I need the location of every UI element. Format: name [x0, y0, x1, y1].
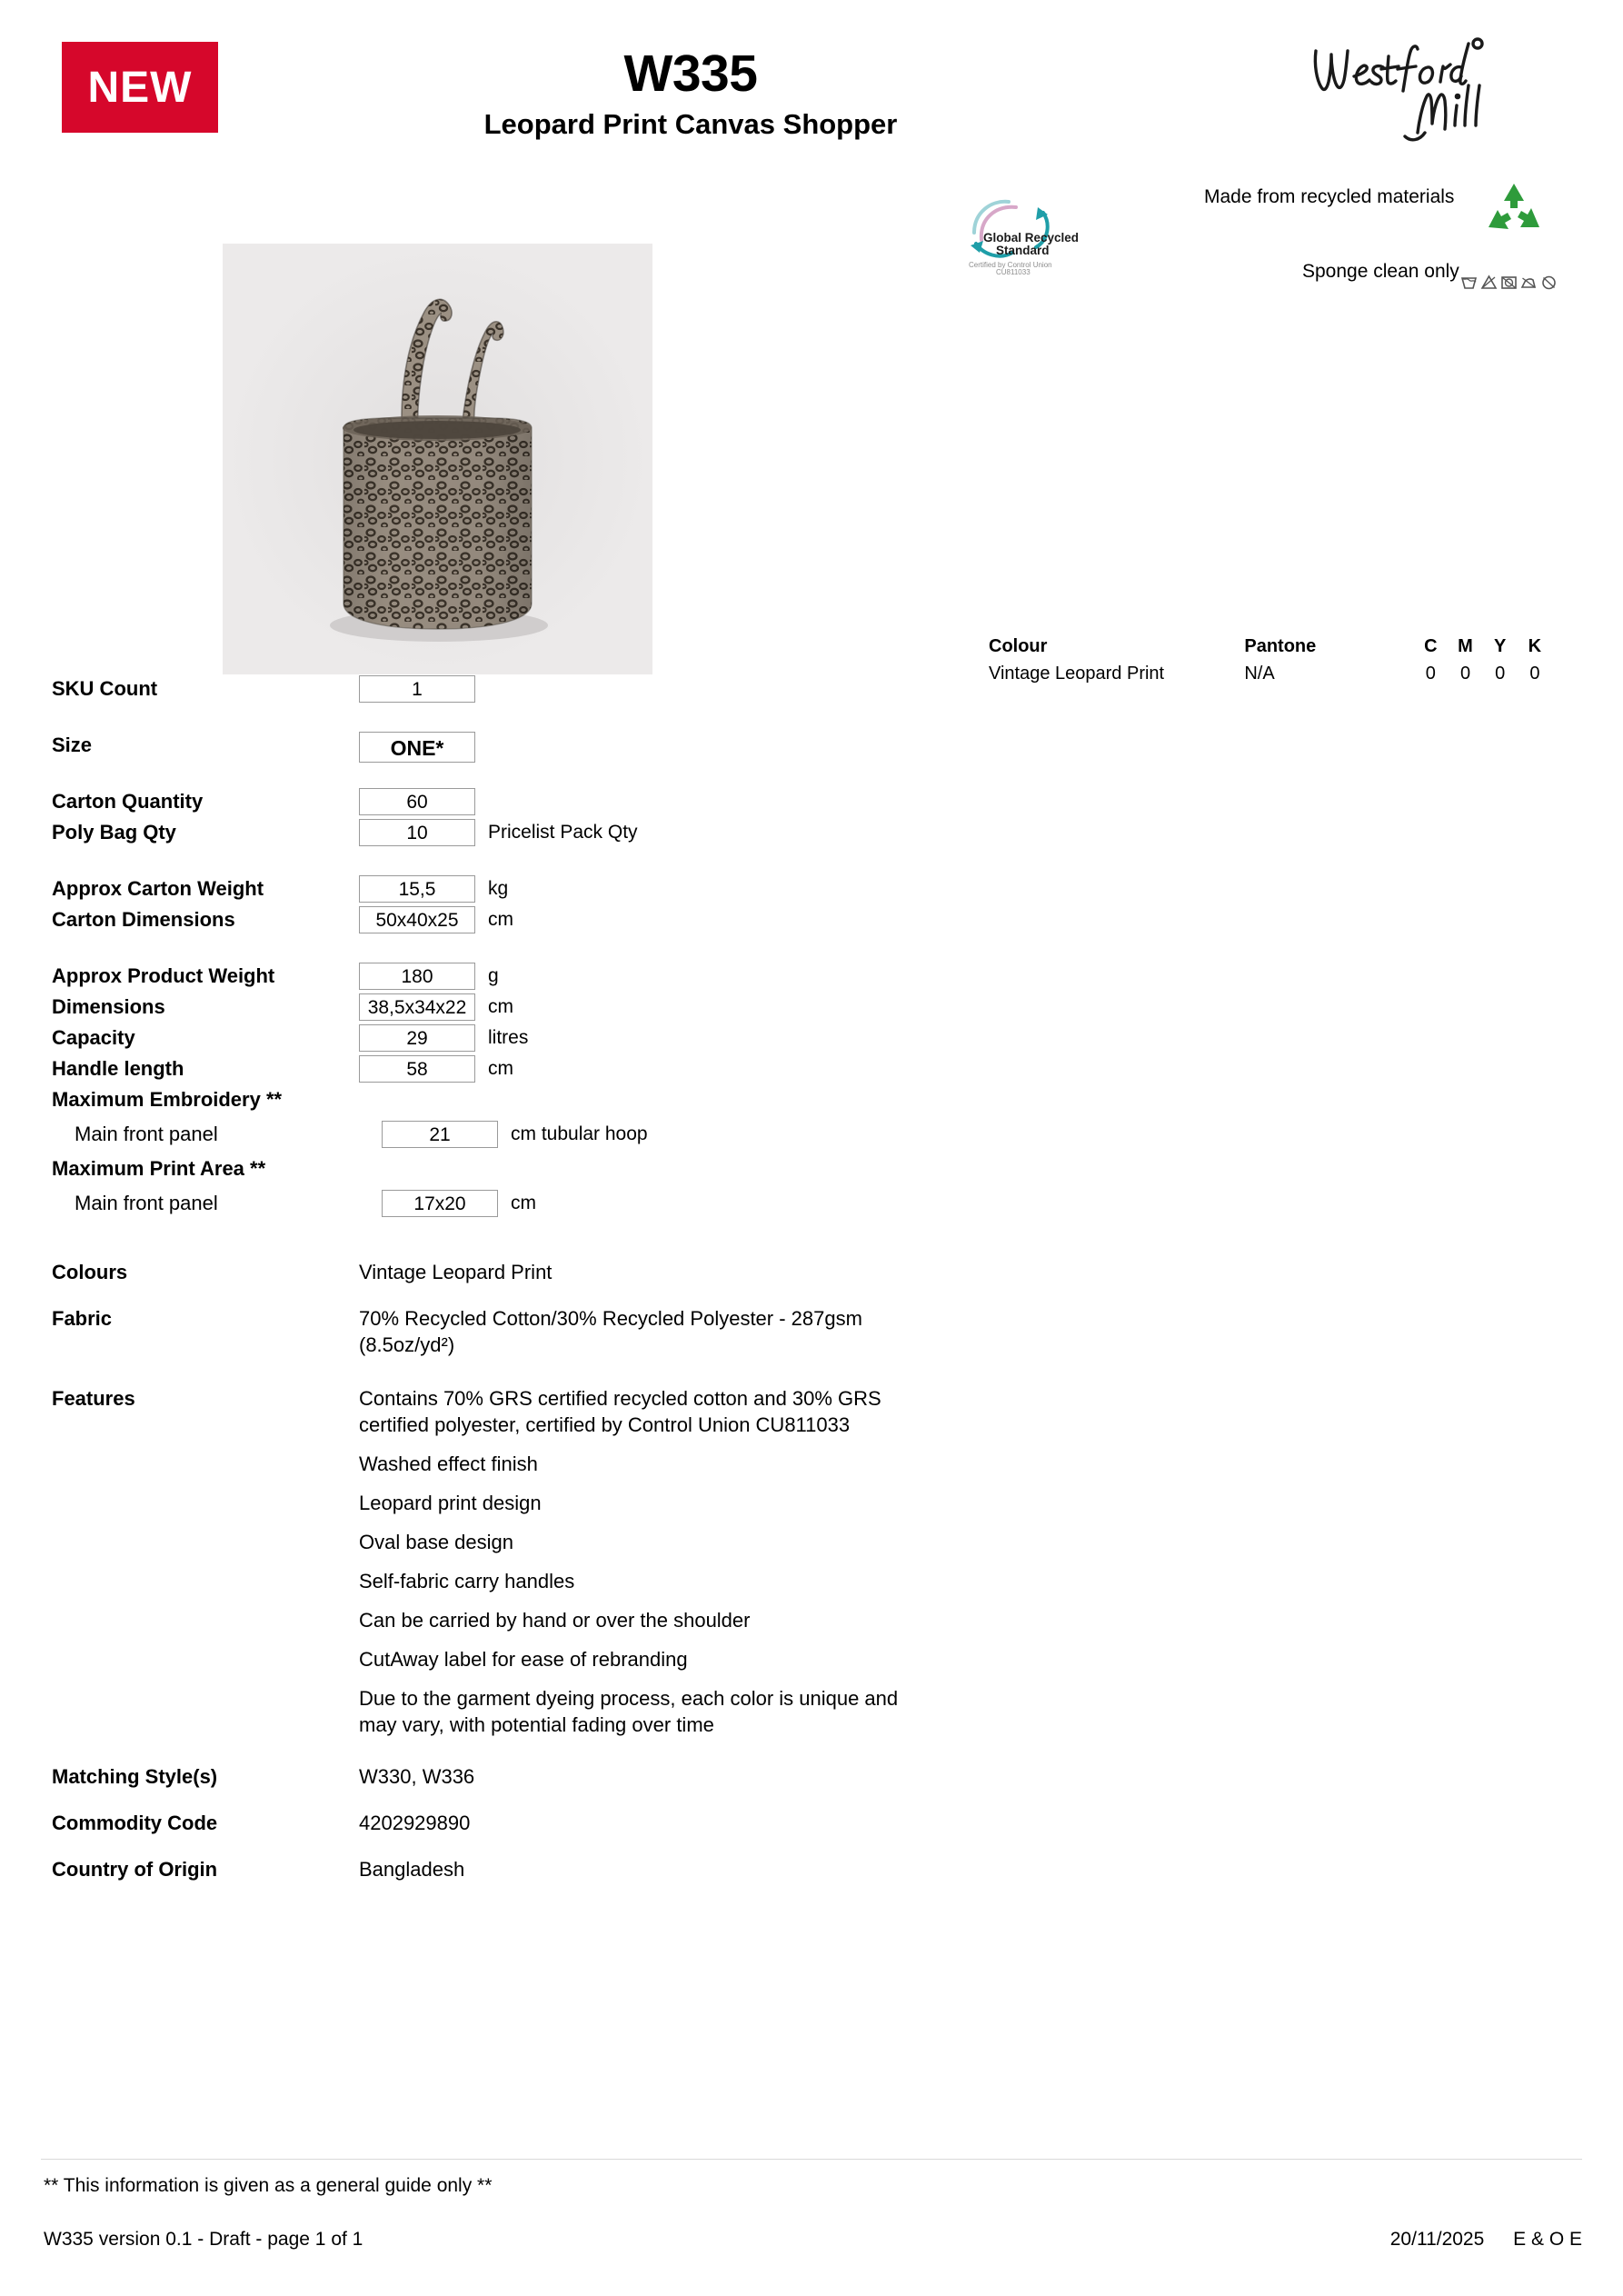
cyan-value: 0: [1425, 664, 1436, 684]
maximum-embroidery-label: Maximum Embroidery **: [52, 1088, 283, 1111]
handle-length-unit: cm: [488, 1058, 513, 1079]
carton-dimensions-value[interactable]: 50x40x25: [359, 906, 475, 933]
list-item: CutAway label for ease of rebranding: [359, 1648, 688, 1671]
sponge-clean-text: Sponge clean only: [1302, 261, 1459, 282]
detail-row-features: [52, 1385, 1051, 1738]
colours-label: Colours: [52, 1261, 128, 1283]
approx-product-weight-value[interactable]: 180: [359, 963, 475, 990]
detail-row-country-of-origin: [52, 1856, 1051, 1882]
sku-count-value[interactable]: 1: [359, 675, 475, 703]
spec-row-dimensions: [52, 993, 1051, 1024]
embroidery-front-panel-unit: cm tubular hoop: [511, 1123, 648, 1144]
yellow-value: 0: [1495, 664, 1506, 684]
care-symbols: [1460, 275, 1558, 290]
spec-row-print-area-front-panel: [52, 1190, 1051, 1221]
poly-bag-qty-label: Poly Bag Qty: [52, 821, 176, 844]
poly-bag-qty-note: Pricelist Pack Qty: [488, 822, 638, 843]
capacity-label: Capacity: [52, 1026, 135, 1049]
spec-row-carton-quantity: [52, 788, 1051, 819]
dimensions-unit: cm: [488, 996, 513, 1017]
grs-line1: Global Recycled: [983, 231, 1080, 245]
sku-count-label: SKU Count: [52, 677, 158, 700]
grs-cert-line2: CU811033: [996, 268, 1031, 276]
country-of-origin-value: Bangladesh: [359, 1858, 465, 1881]
colour-header: Colour: [989, 636, 1048, 656]
print-area-front-panel-value[interactable]: 17x20: [382, 1190, 498, 1217]
carton-dimensions-label: Carton Dimensions: [52, 908, 235, 931]
detail-row-matching-styles: [52, 1763, 1051, 1790]
pantone-header: Pantone: [1244, 636, 1317, 656]
print-area-front-panel-unit: cm: [511, 1193, 536, 1213]
fabric-label: Fabric: [52, 1307, 113, 1330]
magenta-header: M: [1458, 636, 1473, 656]
colour-table-header-row: [989, 636, 1552, 664]
cyan-header: C: [1424, 636, 1438, 656]
recycle-icon: [1481, 180, 1547, 240]
size-label: Size: [52, 734, 93, 756]
spec-row-size: [52, 732, 1051, 763]
spec-row-poly-bag-qty: [52, 819, 1051, 850]
dry-clean-care-icon: [1540, 275, 1558, 290]
global-recycled-standard-logo: [956, 193, 1101, 276]
new-badge-label: NEW: [87, 63, 193, 112]
colours-value: Vintage Leopard Print: [359, 1261, 553, 1283]
iron-care-icon: [1520, 275, 1538, 290]
style-code: W335: [623, 45, 758, 103]
bleach-care-icon: [1480, 275, 1498, 290]
specification-list: [52, 675, 1051, 1882]
colour-table: [989, 636, 1552, 684]
new-badge: [62, 42, 218, 133]
recycled-materials-text: Made from recycled materials: [1204, 186, 1455, 207]
approx-product-weight-unit: g: [488, 965, 499, 986]
approx-carton-weight-value[interactable]: 15,5: [359, 875, 475, 903]
features-list: [359, 1385, 913, 1738]
list-item: Oval base design: [359, 1531, 513, 1553]
grs-cert-line1: Certified by Control Union: [969, 261, 1052, 269]
wash-care-icon: [1460, 275, 1478, 290]
detail-row-fabric: [52, 1305, 1051, 1358]
footer-date: 20/11/2025: [1389, 2229, 1485, 2250]
capacity-unit: litres: [488, 1027, 529, 1048]
list-item: Contains 70% GRS certified recycled cotton and 30% GRS certified polyester, certified by Control Union CU811033: [359, 1387, 881, 1436]
spec-row-handle-length: [52, 1055, 1051, 1086]
yellow-header: Y: [1494, 636, 1507, 656]
colour-name: Vintage Leopard Print: [989, 664, 1165, 684]
country-of-origin-label: Country of Origin: [52, 1858, 218, 1881]
approx-product-weight-label: Approx Product Weight: [52, 964, 275, 987]
print-area-front-panel-label: Main front panel: [75, 1192, 218, 1214]
poly-bag-qty-value[interactable]: 10: [359, 819, 475, 846]
footer-divider: [41, 2159, 1582, 2160]
maximum-print-area-label: Maximum Print Area **: [52, 1157, 266, 1180]
product-photo: [223, 244, 652, 674]
embroidery-front-panel-label: Main front panel: [75, 1123, 218, 1145]
footer-version-info: W335 version 0.1 - Draft - page 1 of 1: [44, 2229, 363, 2250]
pantone-value: N/A: [1244, 664, 1275, 684]
spec-row-approx-carton-weight: [52, 875, 1051, 906]
grs-line2: Standard: [996, 244, 1050, 257]
black-value: 0: [1529, 664, 1540, 684]
size-value[interactable]: ONE*: [359, 732, 475, 763]
dimensions-label: Dimensions: [52, 995, 165, 1018]
spec-row-approx-product-weight: [52, 963, 1051, 993]
embroidery-front-panel-value[interactable]: 21: [382, 1121, 498, 1148]
list-item: Self-fabric carry handles: [359, 1570, 575, 1592]
spec-row-embroidery-front-panel: [52, 1121, 1051, 1152]
tumble-dry-care-icon: [1500, 275, 1518, 290]
magenta-value: 0: [1459, 664, 1471, 684]
style-name: Leopard Print Canvas Shopper: [483, 107, 898, 140]
westford-mill-logo: [1309, 35, 1545, 144]
spec-row-maximum-print-area: [52, 1155, 1051, 1186]
approx-carton-weight-label: Approx Carton Weight: [52, 877, 264, 900]
spec-row-sku-count: [52, 675, 1051, 706]
matching-styles-label: Matching Style(s): [52, 1765, 218, 1788]
fabric-value: 70% Recycled Cotton/30% Recycled Polyester - 287gsm (8.5oz/yd²): [359, 1307, 862, 1356]
footer-eoe: E & O E: [1513, 2229, 1582, 2250]
matching-styles-value: W330, W336: [359, 1765, 475, 1788]
carton-quantity-label: Carton Quantity: [52, 790, 204, 813]
handle-length-value[interactable]: 58: [359, 1055, 475, 1083]
commodity-code-value: 4202929890: [359, 1812, 471, 1834]
page-title: [309, 47, 1072, 141]
detail-row-commodity-code: [52, 1810, 1051, 1836]
spec-row-capacity: [52, 1024, 1051, 1055]
handle-length-label: Handle length: [52, 1057, 184, 1080]
approx-carton-weight-unit: kg: [488, 878, 509, 899]
list-item: Can be carried by hand or over the shoulder: [359, 1609, 751, 1632]
dimensions-value[interactable]: 38,5x34x22: [359, 993, 475, 1021]
detail-row-colours: [52, 1259, 1051, 1285]
carton-quantity-value[interactable]: 60: [359, 788, 475, 815]
list-item: Leopard print design: [359, 1492, 542, 1514]
footer-meta: [1367, 2229, 1582, 2251]
list-item: Washed effect finish: [359, 1452, 538, 1475]
spec-row-carton-dimensions: [52, 906, 1051, 937]
table-row: [989, 664, 1552, 684]
list-item: Due to the garment dyeing process, each color is unique and may vary, with potential fading over time: [359, 1687, 899, 1736]
features-label: Features: [52, 1387, 135, 1410]
spec-row-maximum-embroidery: [52, 1086, 1051, 1117]
carton-dimensions-unit: cm: [488, 909, 513, 930]
commodity-code-label: Commodity Code: [52, 1812, 218, 1834]
general-guide-note: ** This information is given as a general guide only **: [44, 2175, 493, 2196]
capacity-value[interactable]: 29: [359, 1024, 475, 1052]
black-header: K: [1528, 636, 1542, 656]
